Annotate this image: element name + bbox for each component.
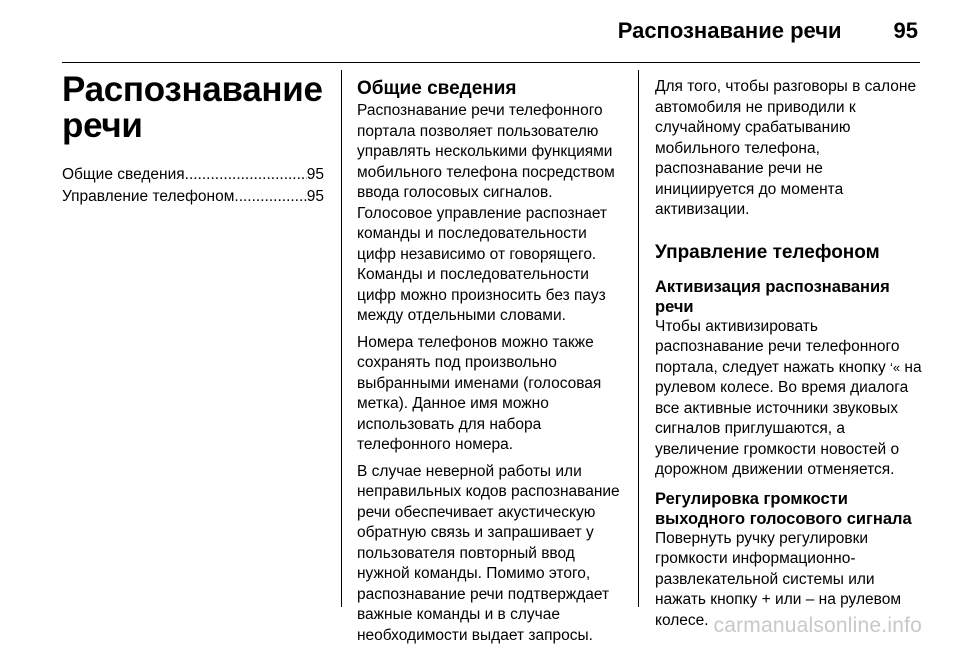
section-heading-phone-control: Управление телефоном	[655, 241, 880, 263]
paragraph-activation	[655, 317, 923, 481]
toc-entry-general[interactable]	[62, 164, 324, 186]
chapter-title	[62, 72, 324, 144]
paragraph-volume: Повернуть ручку регулировки громкости информационно-развлекательной системы или нажать кнопку + или – на рулевом колесе.	[655, 529, 901, 629]
toc-entry-title: Общие сведения	[62, 166, 185, 183]
subheading-volume: Регулировка громкости выходного голосового сигнала	[655, 489, 912, 528]
page-number: 95	[893, 18, 918, 43]
paragraph: Для того, чтобы разговоры в салоне автомобиля не приводили к случайному срабатыванию мобильного телефона, распознавание речи не инициируется до момента активизации.	[655, 78, 917, 218]
toc-dot-leader	[234, 186, 306, 208]
voice-command-icon: ‘«	[890, 359, 901, 375]
paragraph: Распознавание речи телефонного портала позволяет пользователю управлять несколькими функциями мобильного телефона посредством ввода голосовых сигналов. Голосовое управление распознает команды и последовательности цифр независимо от говорящего. Команды и последовательности цифр можно произносить без пауз между отдельными словами.	[357, 102, 615, 324]
watermark: carmanualsonline.info	[713, 614, 922, 637]
column-divider-right	[638, 70, 639, 607]
toc-entry-page: 95	[306, 188, 324, 205]
text-run: на рулевом колесе. Во время диалога все активные источники звуковых сигналов приглушаются, а увеличение громкости новостей о дорожном движении отменяется.	[655, 358, 922, 478]
subheading-activation: Активизация распознавания речи	[655, 277, 890, 316]
header-rule	[62, 62, 920, 63]
page-header	[618, 18, 918, 44]
chapter-title-line-1: Распознавание	[62, 70, 323, 109]
toc-entry-phone-control[interactable]	[62, 186, 324, 208]
text-column-middle	[357, 77, 625, 652]
section-heading-general: Общие сведения	[357, 78, 517, 99]
text-column-right	[655, 77, 923, 637]
paragraph: Номера телефонов можно также сохранять под произвольно выбранными именами (голосовая метка). Данное имя можно использовать для набора телефонного номера.	[357, 333, 602, 453]
running-section-title: Распознавание речи	[617, 18, 842, 43]
text-run: Чтобы активизировать распознавание речи телефонного портала, следует нажать кнопку	[655, 317, 900, 376]
chapter-column	[62, 72, 324, 208]
paragraph: В случае неверной работы или неправильных кодов распознавание речи обеспечивает акустическую обратную связь и запрашивает у пользователя повторный ввод нужной команды. Помимо этого, распознавание речи подтверждает важные команды и в случае необходимости выдает запросы.	[357, 462, 620, 644]
chapter-title-line-2: речи	[62, 106, 143, 145]
toc-entry-page: 95	[306, 166, 324, 183]
toc-entry-title: Управление телефоном	[62, 188, 235, 205]
toc-dot-leader	[185, 164, 307, 186]
column-divider-left	[341, 70, 342, 607]
